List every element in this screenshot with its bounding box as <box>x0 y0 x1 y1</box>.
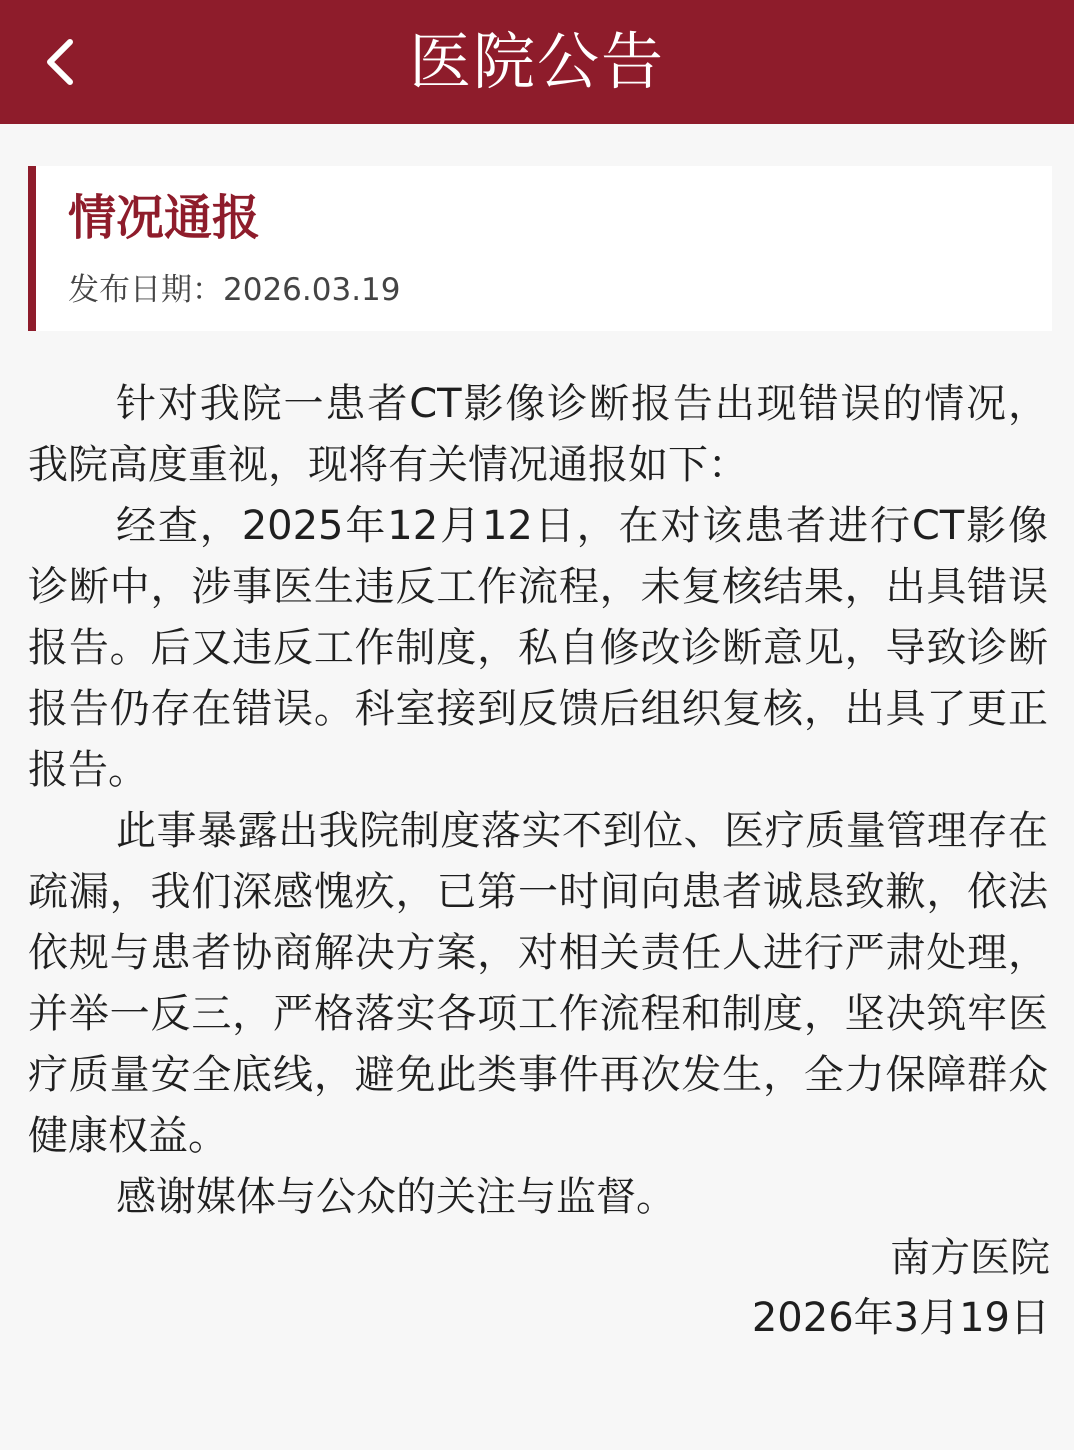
publish-date: 发布日期：2026.03.19 <box>68 272 401 308</box>
body-paragraph: 此事暴露出我院制度落实不到位、医疗质量管理存在疏漏，我们深感愧疚，已第一时间向患者诚恳致歉，依法依规与患者协商解决方案，对相关责任人进行严肃处理，并举一反三，严格落实各项工作流程和制度，坚决筑牢医疗质量安全底线，避免此类事件再次发生，全力保障群众健康权益。 <box>28 808 1048 1159</box>
notice-header-card <box>28 166 1052 331</box>
body-paragraph: 感谢媒体与公众的关注与监督。 <box>116 1174 676 1220</box>
body-paragraph: 经查，2025年12月12日，在对该患者进行CT影像诊断中，涉事医生违反工作流程，未复核结果，出具错误报告。后又违反工作制度，私自修改诊断意见，导致诊断报告仍存在错误。科室接到反馈后组织复核，出具了更正报告。 <box>28 503 1048 793</box>
signature-date: 2026年3月19日 <box>751 1295 1050 1341</box>
page-title: 医院公告 <box>408 25 665 98</box>
body-paragraph: 针对我院一患者CT影像诊断报告出现错误的情况，我院高度重视，现将有关情况通报如下： <box>28 381 1048 488</box>
signature-organization: 南方医院 <box>890 1235 1050 1281</box>
notice-body <box>28 374 1048 1228</box>
app-header <box>0 0 1074 124</box>
signature-block <box>752 1228 1050 1348</box>
notice-title: 情况通报 <box>68 190 261 246</box>
